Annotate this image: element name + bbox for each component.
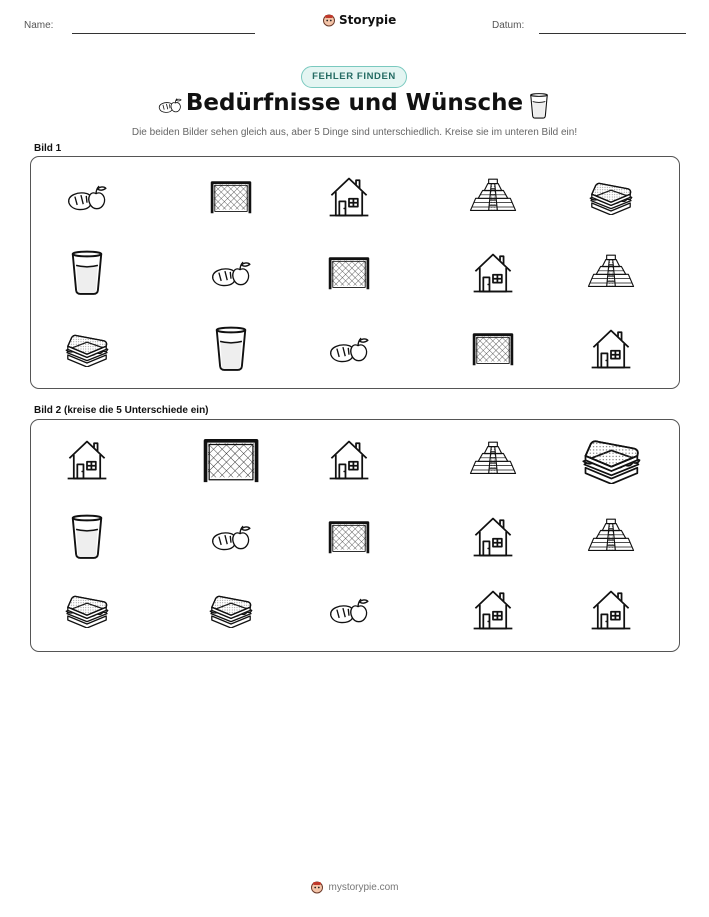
name-label: Name: bbox=[24, 20, 54, 31]
water-glass-icon bbox=[528, 92, 550, 120]
house-icon bbox=[471, 250, 515, 296]
bread-apple-icon bbox=[208, 256, 254, 290]
picture2-label: Bild 2 (kreise die 5 Unterschiede ein) bbox=[34, 405, 209, 416]
bread-apple-icon bbox=[208, 520, 254, 554]
activity-badge: FEHLER FINDEN bbox=[301, 66, 407, 88]
pyramid-icon bbox=[467, 177, 519, 217]
bread-apple-icon bbox=[326, 332, 372, 366]
house-icon bbox=[327, 174, 371, 220]
instructions: Die beiden Bilder sehen gleich aus, aber 5 Dinge sind unterschiedlich. Kreise sie im unteren Bild ein! bbox=[131, 127, 578, 138]
sandwich-icon bbox=[587, 178, 635, 216]
house-icon bbox=[589, 326, 633, 372]
soccer-goal-icon bbox=[200, 436, 262, 485]
date-label: Datum: bbox=[492, 20, 525, 31]
bread-apple-icon bbox=[326, 593, 372, 627]
water-glass-icon bbox=[68, 513, 106, 561]
sandwich-icon bbox=[63, 330, 111, 368]
picture1-label: Bild 1 bbox=[34, 143, 62, 154]
water-glass-icon bbox=[212, 325, 250, 373]
soccer-goal-icon bbox=[326, 519, 372, 555]
footer-site[interactable]: mystorypie.com bbox=[328, 881, 399, 893]
name-line[interactable] bbox=[72, 33, 255, 34]
house-icon bbox=[471, 514, 515, 560]
sandwich-icon bbox=[579, 434, 644, 485]
storypie-mascot-icon bbox=[310, 880, 324, 894]
soccer-goal-icon bbox=[208, 179, 254, 215]
storypie-mascot-icon bbox=[322, 13, 336, 27]
footer bbox=[0, 880, 709, 894]
brand-logo bbox=[322, 13, 396, 27]
house-icon bbox=[471, 587, 515, 633]
pyramid-icon bbox=[585, 517, 637, 557]
house-icon bbox=[589, 587, 633, 633]
house-icon bbox=[65, 437, 109, 483]
soccer-goal-icon bbox=[326, 255, 372, 291]
pyramid-icon bbox=[585, 253, 637, 293]
sandwich-icon bbox=[63, 591, 111, 629]
house-icon bbox=[327, 437, 371, 483]
page-title: Bedürfnisse und Wünsche bbox=[185, 90, 524, 116]
sandwich-icon bbox=[207, 591, 255, 629]
date-line[interactable] bbox=[539, 33, 686, 34]
bread-apple-icon bbox=[64, 180, 110, 214]
soccer-goal-icon bbox=[470, 331, 516, 367]
brand-name: Storypie bbox=[339, 13, 397, 27]
water-glass-icon bbox=[68, 249, 106, 297]
pyramid-icon bbox=[467, 440, 519, 480]
